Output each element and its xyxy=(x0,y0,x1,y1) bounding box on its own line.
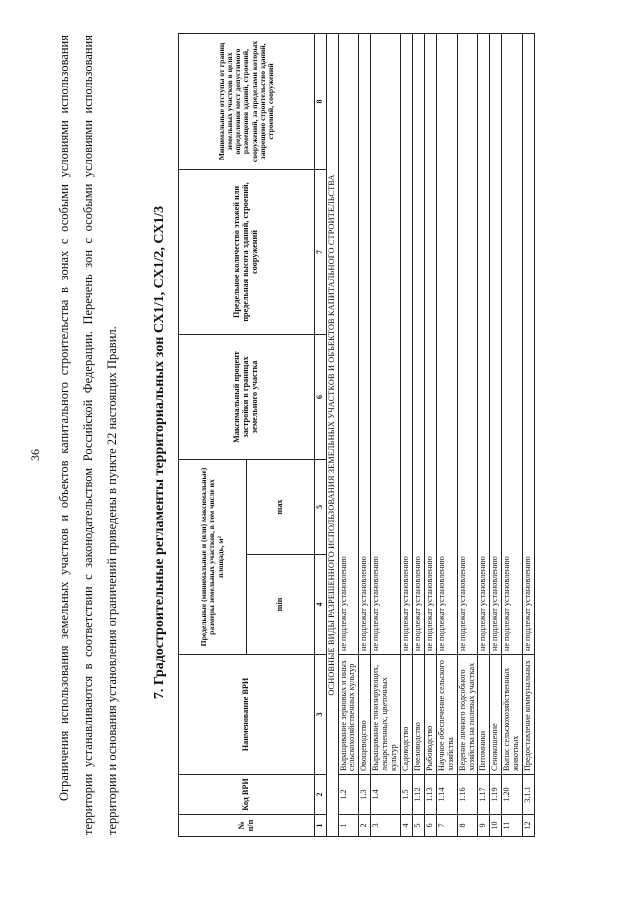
row-code: 1.12 xyxy=(412,775,424,815)
header-sizes: Предельные (минимальные и (или) максимальные) размеры земельных участков, в том числе их площадь, м² xyxy=(179,459,247,654)
row-name: Сенокошение xyxy=(490,655,502,775)
column-number-row xyxy=(315,33,327,836)
row-code: 3.1.1 xyxy=(523,775,535,815)
row-value: не подлежат установлению xyxy=(371,33,401,654)
table-row xyxy=(523,33,535,836)
row-name: Выращивание зерновых и иных сельскохозяйственных культур xyxy=(338,655,359,775)
column-number: 3 xyxy=(315,655,327,775)
table-row xyxy=(490,33,502,836)
header-setbacks: Минимальные отступы от границ земельных участков в целях определения мест допустимого размещения зданий, строений, сооружений, за пределами которых запрещено строительство зданий, строений, сооружений xyxy=(179,33,315,169)
row-number: 2 xyxy=(359,815,371,837)
row-value: не подлежат установлению xyxy=(523,33,535,654)
row-name: Овощеводство xyxy=(359,655,371,775)
row-value: не подлежат установлению xyxy=(338,33,359,654)
row-number: 12 xyxy=(523,815,535,837)
row-code: 1.20 xyxy=(502,775,523,815)
table-row xyxy=(359,33,371,836)
row-code: 1.2 xyxy=(338,775,359,815)
column-number: 2 xyxy=(315,775,327,815)
table-row xyxy=(424,33,436,836)
group-title: ОСНОВНЫЕ ВИДЫ РАЗРЕШЕННОГО ИСПОЛЬЗОВАНИЯ ЗЕМЕЛЬНЫХ УЧАСТКОВ И ОБЪЕКТОВ КАПИТАЛЬНОГО СТРОИТЕЛЬСТВА xyxy=(326,33,338,836)
row-name: Выращивание тонизирующих, лекарственных, цветочных культур xyxy=(371,655,401,775)
row-number: 5 xyxy=(412,815,424,837)
regulations-table xyxy=(178,33,535,837)
section-title: 7. Градостроительные регламенты территориальных зон СХ1/1, СХ1/2, СХ1/3 xyxy=(152,205,167,700)
row-code: 1.13 xyxy=(424,775,436,815)
row-number: 4 xyxy=(400,815,412,837)
row-value: не подлежат установлению xyxy=(490,33,502,654)
header-code: Код ВРИ xyxy=(179,775,315,815)
row-number: 6 xyxy=(424,815,436,837)
header-num: № п/п xyxy=(179,815,315,837)
row-code: 1.4 xyxy=(371,775,401,815)
header-percent: Максимальный процент застройки в границах земельного участка xyxy=(179,334,315,459)
group-row xyxy=(326,33,338,836)
header-min: min xyxy=(247,555,315,655)
intro-paragraph: Ограничения использования земельных участков и объектов капитального строительства в зонах с особыми условиями использования территории устанавливаются в соответствии с законодательством Российской Федерации. Перечень зон с особыми условиями использования территории и основания установления ограничений приведены в пункте 22 настоящих Правил. xyxy=(57,35,119,835)
row-name: Научное обеспечение сельского хозяйства xyxy=(436,655,457,775)
page-number: 36 xyxy=(28,449,42,461)
table-row xyxy=(436,33,457,836)
table-row xyxy=(400,33,412,836)
header-max: max xyxy=(247,459,315,554)
row-code: 1.16 xyxy=(457,775,478,815)
row-number: 7 xyxy=(436,815,457,837)
row-code: 1.3 xyxy=(359,775,371,815)
table-row xyxy=(412,33,424,836)
row-code: 1.19 xyxy=(490,775,502,815)
row-value: не подлежат установлению xyxy=(457,33,478,654)
row-number: 8 xyxy=(457,815,478,837)
row-name: Ведение личного подсобного хозяйства на полевых участках xyxy=(457,655,478,775)
header-floors: Предельное количество этажей или предельная высота зданий, строений, сооружений xyxy=(179,169,315,334)
row-number: 11 xyxy=(502,815,523,837)
row-value: не подлежат установлению xyxy=(478,33,490,654)
row-name: Рыбоводство xyxy=(424,655,436,775)
row-value: не подлежат установлению xyxy=(424,33,436,654)
header-name: Наименование ВРИ xyxy=(179,655,315,775)
column-number: 6 xyxy=(315,334,327,459)
column-number: 1 xyxy=(315,815,327,837)
row-value: не подлежат установлению xyxy=(359,33,371,654)
row-name: Садоводство xyxy=(400,655,412,775)
row-number: 3 xyxy=(371,815,401,837)
row-value: не подлежат установлению xyxy=(400,33,412,654)
row-value: не подлежат установлению xyxy=(436,33,457,654)
row-name: Предоставление коммунальных xyxy=(523,655,535,775)
column-number: 8 xyxy=(315,33,327,169)
row-name: Пчеловодство xyxy=(412,655,424,775)
row-code: 1.14 xyxy=(436,775,457,815)
table-row xyxy=(478,33,490,836)
row-number: 9 xyxy=(478,815,490,837)
column-number: 4 xyxy=(315,555,327,655)
row-value: не подлежат установлению xyxy=(502,33,523,654)
row-value: не подлежат установлению xyxy=(412,33,424,654)
row-number: 1 xyxy=(338,815,359,837)
table-row xyxy=(502,33,523,836)
row-number: 10 xyxy=(490,815,502,837)
column-number: 7 xyxy=(315,169,327,334)
row-name: Питомники xyxy=(478,655,490,775)
row-code: 1.17 xyxy=(478,775,490,815)
table-row xyxy=(338,33,359,836)
row-name: Выпас сельскохозяйственных животных xyxy=(502,655,523,775)
table-row xyxy=(371,33,401,836)
table-row xyxy=(457,33,478,836)
row-code: 1.5 xyxy=(400,775,412,815)
column-number: 5 xyxy=(315,459,327,554)
